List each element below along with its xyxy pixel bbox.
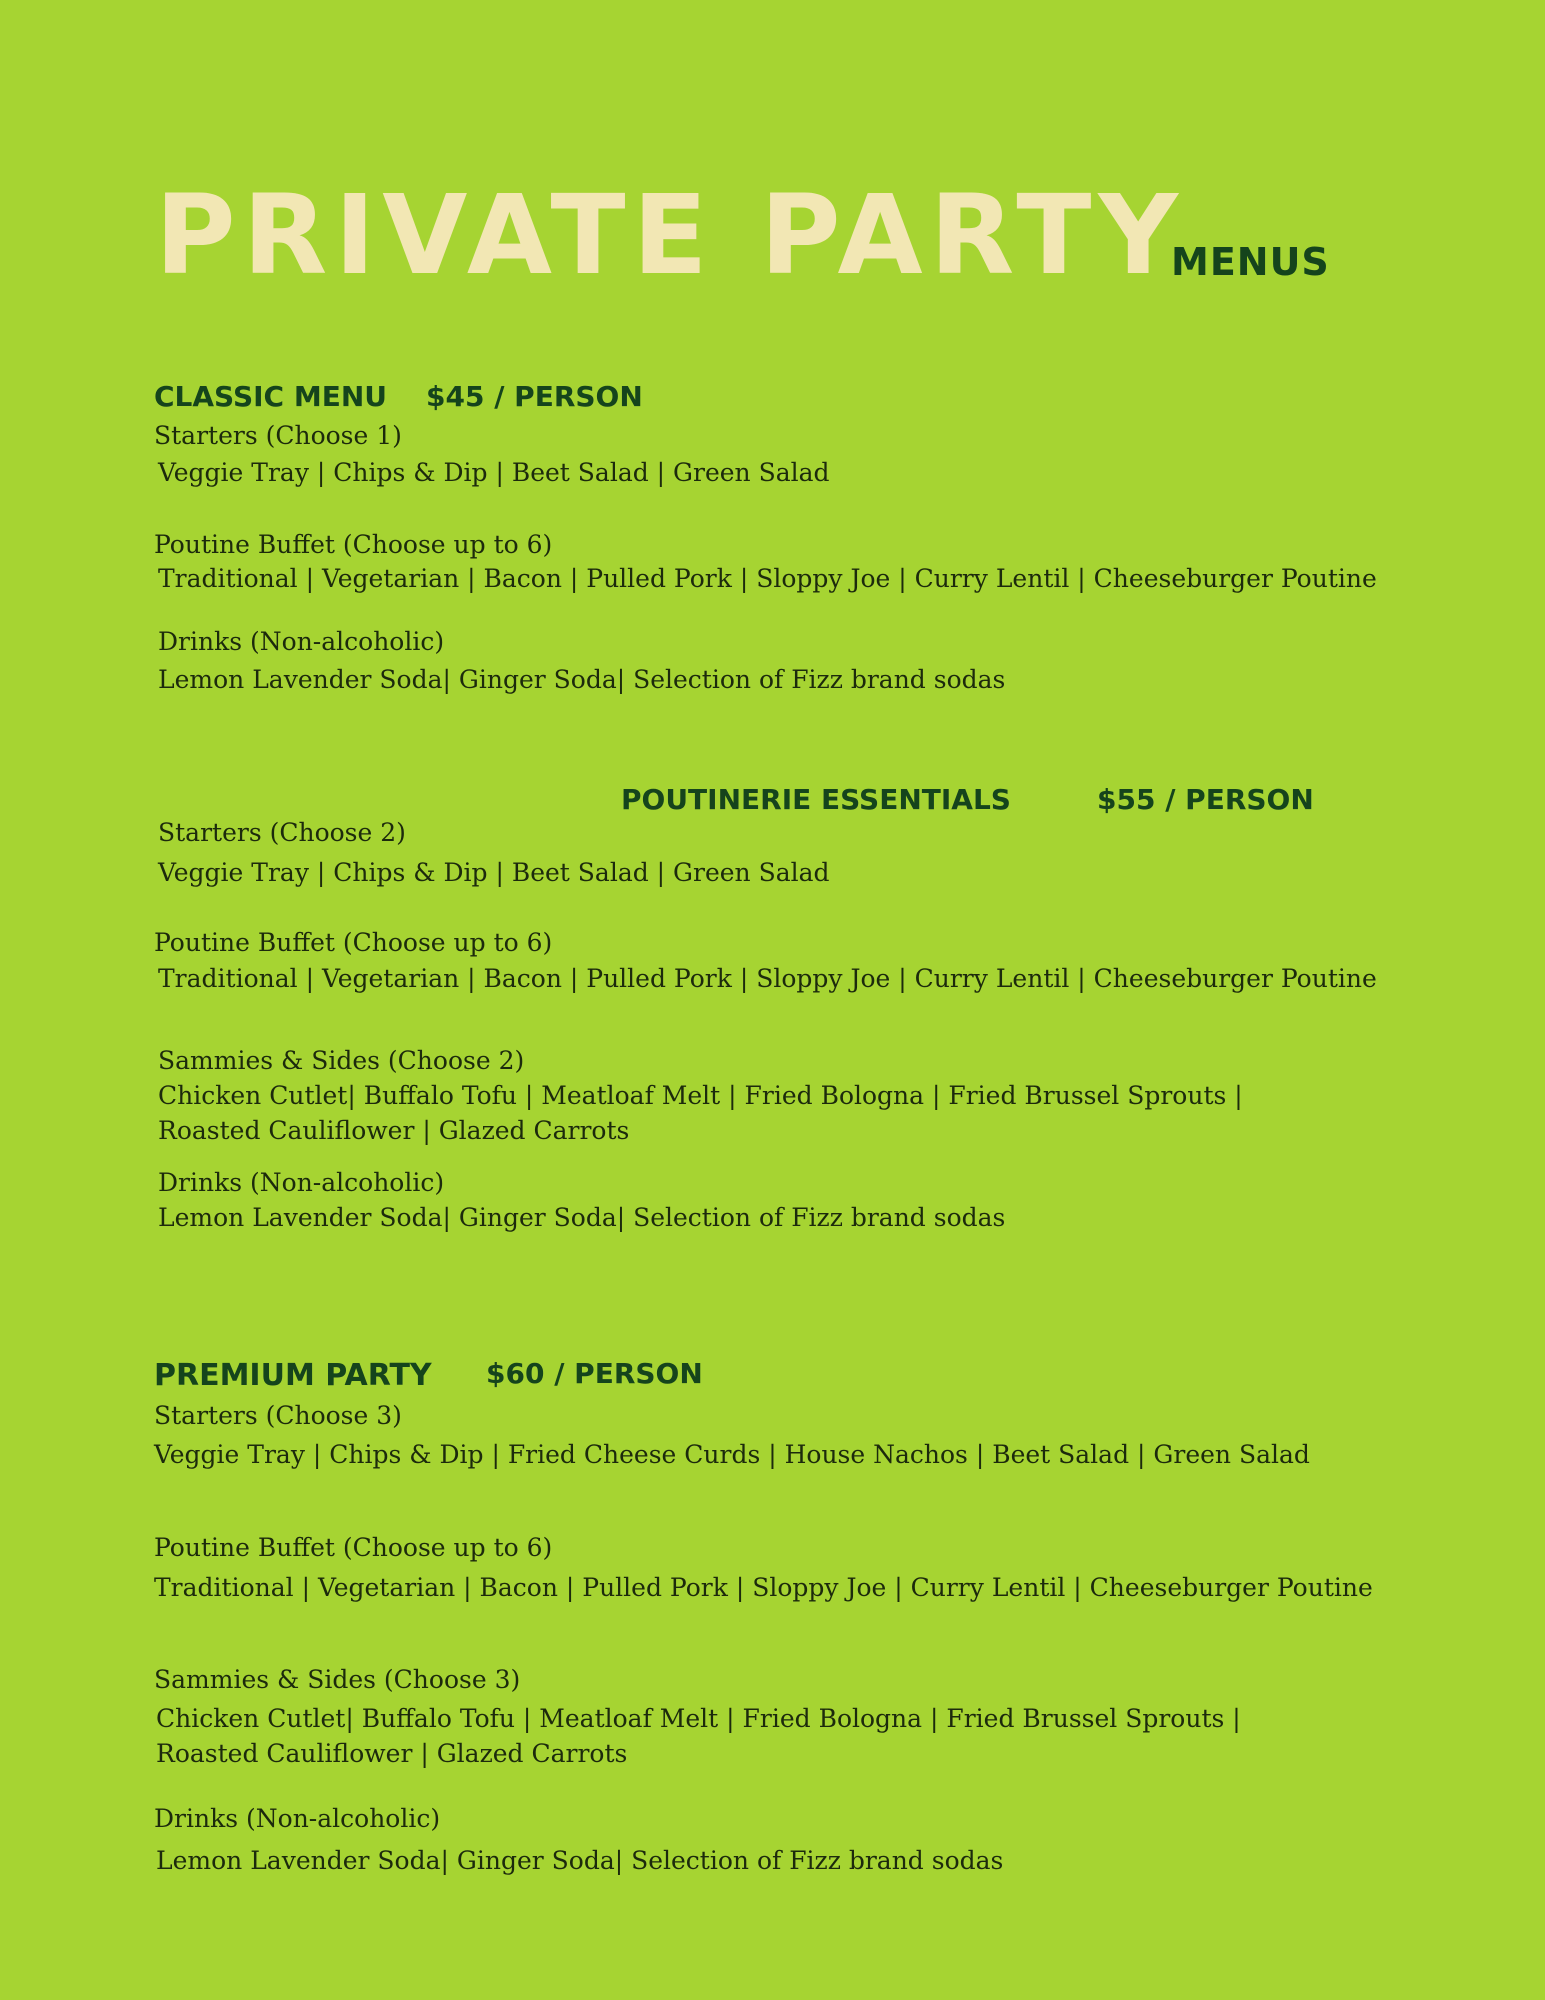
essentials-poutine-items: Traditional | Vegetarian | Bacon | Pulled Pork | Sloppy Joe | Curry Lentil | Cheeseburger Poutine	[158, 964, 1377, 993]
classic-drinks-label: Drinks (Non-alcoholic)	[158, 627, 445, 656]
premium-starters-items: Veggie Tray | Chips & Dip | Fried Cheese Curds | House Nachos | Beet Salad | Green Salad	[154, 1440, 1310, 1469]
essentials-menu-price: $55 / PERSON	[1097, 783, 1314, 816]
premium-sammies-label: Sammies & Sides (Choose 3)	[154, 1665, 521, 1694]
classic-menu-heading: CLASSIC MENU	[154, 380, 388, 413]
essentials-starters-label: Starters (Choose 2)	[158, 818, 406, 847]
essentials-sammies-label: Sammies & Sides (Choose 2)	[158, 1046, 525, 1075]
classic-menu-price: $45 / PERSON	[426, 380, 643, 413]
essentials-poutine-label: Poutine Buffet (Choose up to 6)	[154, 928, 553, 957]
classic-poutine-items: Traditional | Vegetarian | Bacon | Pulled Pork | Sloppy Joe | Curry Lentil | Cheeseburger Poutine	[158, 564, 1377, 593]
premium-drinks-label: Drinks (Non-alcoholic)	[154, 1804, 441, 1833]
classic-drinks-items: Lemon Lavender Soda| Ginger Soda| Selection of Fizz brand sodas	[158, 665, 1006, 694]
premium-menu-price: $60 / PERSON	[486, 1357, 703, 1390]
premium-poutine-label: Poutine Buffet (Choose up to 6)	[154, 1533, 553, 1562]
premium-starters-label: Starters (Choose 3)	[154, 1401, 402, 1430]
essentials-drinks-items: Lemon Lavender Soda| Ginger Soda| Selection of Fizz brand sodas	[158, 1203, 1006, 1232]
classic-poutine-label: Poutine Buffet (Choose up to 6)	[154, 530, 553, 559]
page-title: PRIVATE PARTY	[155, 171, 1186, 299]
essentials-drinks-label: Drinks (Non-alcoholic)	[158, 1168, 445, 1197]
premium-drinks-items: Lemon Lavender Soda| Ginger Soda| Selection of Fizz brand sodas	[156, 1846, 1004, 1875]
essentials-sammies-items: Chicken Cutlet| Buffalo Tofu | Meatloaf Melt | Fried Bologna | Fried Brussel Sprouts | Roasted Cauliflower | Glazed Carrots	[158, 1081, 1243, 1145]
classic-starters-items: Veggie Tray | Chips & Dip | Beet Salad | Green Salad	[158, 458, 830, 487]
essentials-starters-items: Veggie Tray | Chips & Dip | Beet Salad | Green Salad	[158, 858, 830, 887]
premium-menu-heading: PREMIUM PARTY	[154, 1358, 432, 1393]
essentials-menu-heading: POUTINERIE ESSENTIALS	[621, 783, 1011, 816]
premium-sammies-items: Chicken Cutlet| Buffalo Tofu | Meatloaf Melt | Fried Bologna | Fried Brussel Sprouts | Roasted Cauliflower | Glazed Carrots	[156, 1704, 1241, 1768]
premium-poutine-items: Traditional | Vegetarian | Bacon | Pulled Pork | Sloppy Joe | Curry Lentil | Cheeseburger Poutine	[154, 1573, 1373, 1602]
page-subtitle: MENUS	[1171, 240, 1330, 284]
classic-starters-label: Starters (Choose 1)	[154, 421, 402, 450]
